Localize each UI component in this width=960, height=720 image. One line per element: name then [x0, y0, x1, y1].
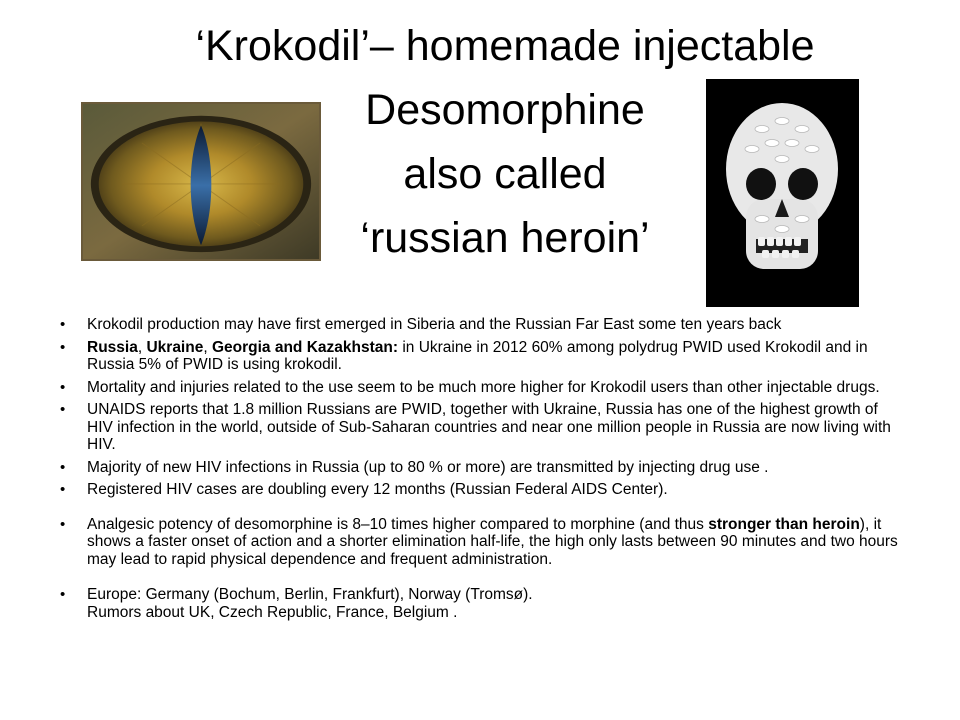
bold-stronger-than-heroin: stronger than heroin [708, 515, 860, 533]
bullet-text-line-2: Rumors about UK, Czech Republic, France, Belgium . [87, 603, 458, 621]
title-line-4: ‘russian heroin’ [360, 214, 650, 262]
bullet-text: Majority of new HIV infections in Russia (up to 80 % or more) are transmitted by injecting drug use . [87, 458, 769, 476]
bullet-text: ), it shows a faster onset of action and a shorter elimination half-life, the high only lasts between 90 minutes and two hours may lead to rapid physical dependence and frequent administration. [87, 515, 898, 568]
bullet-text: Registered HIV cases are doubling every 12 months (Russian Federal AIDS Center). [87, 481, 668, 498]
bullet-list [60, 316, 905, 626]
title-line-3: also called [403, 150, 607, 198]
bullet-item-europe [60, 586, 905, 621]
bullet-item-countries [60, 339, 905, 374]
bullet-text: Analgesic potency of desomorphine is 8–10 times higher compared to morphine (and thus [87, 515, 709, 533]
separator: , [137, 338, 147, 356]
separator: , [203, 338, 212, 356]
title-line-1: ‘Krokodil’– homemade injectable [195, 22, 815, 70]
bullet-item-hiv-cases [60, 481, 905, 499]
bold-russia: Russia [87, 338, 138, 356]
bullet-item-hiv-transmission [60, 459, 905, 477]
bullet-text: in Ukraine in 2012 60% among polydrug PWID used Krokodil and in Russia 5% of PWID is using krokodil. [87, 338, 868, 373]
bullet-text: UNAIDS reports that 1.8 million Russians are PWID, together with Ukraine, Russia has one of the highest growth of HIV infection in the world, outside of Sub-Saharan countries and near one million people in Russia are now living with HIV. [87, 401, 891, 453]
bold-georgia-kazakhstan: Georgia and Kazakhstan: [211, 338, 399, 356]
pill-skull-image [706, 79, 859, 307]
bold-ukraine: Ukraine [146, 338, 204, 356]
bullet-item-potency [60, 516, 905, 569]
bullet-item-unaids [60, 401, 905, 454]
bullet-text: Mortality and injuries related to the use seem to be much more higher for Krokodil users than other injectable drugs. [87, 378, 880, 396]
bullet-item-production [60, 316, 905, 334]
bullet-item-mortality [60, 379, 905, 397]
crocodile-eye-image [81, 102, 321, 261]
bullet-text-line-1: Europe: Germany (Bochum, Berlin, Frankfurt), Norway (Tromsø). [87, 586, 533, 603]
title-line-2: Desomorphine [365, 86, 645, 134]
bullet-text: Krokodil production may have first emerged in Siberia and the Russian Far East some ten years back [87, 316, 782, 333]
